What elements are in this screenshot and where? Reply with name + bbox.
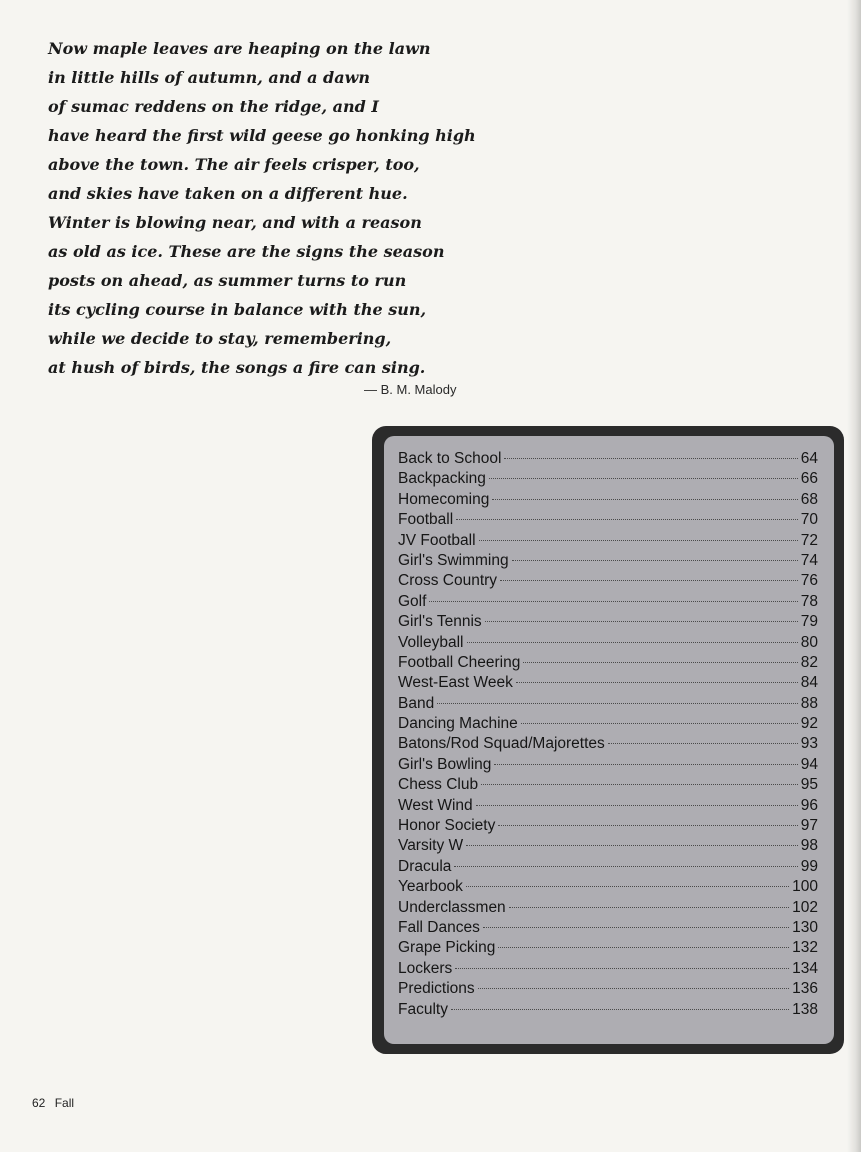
toc-dot-leader (489, 478, 798, 479)
toc-entry (398, 939, 818, 959)
poem-line: Winter is blowing near, and with a reason (48, 213, 422, 232)
toc-dot-leader (483, 927, 789, 928)
toc-entry (398, 735, 818, 755)
toc-entry-page: 79 (800, 613, 818, 631)
toc-entry-page: 93 (800, 735, 818, 753)
toc-dot-leader (485, 621, 798, 622)
toc-entry (398, 532, 818, 552)
toc-entry (398, 797, 818, 817)
toc-entry (398, 776, 818, 796)
toc-entry (398, 634, 818, 654)
toc-entry-page: 97 (800, 817, 818, 835)
toc-entry-title: Backpacking (398, 470, 486, 488)
toc-entry-title: Back to School (398, 450, 502, 467)
toc-entry (398, 715, 818, 735)
toc-entry (398, 593, 818, 613)
toc-entry-title: Dancing Machine (398, 715, 518, 733)
toc-dot-leader (437, 703, 798, 704)
toc-entry (398, 552, 818, 572)
toc-entry (398, 980, 818, 1000)
toc-dot-leader (498, 825, 797, 826)
toc-entry-page: 130 (792, 918, 818, 936)
toc-entry (398, 491, 818, 511)
toc-entry (398, 878, 818, 898)
toc-dot-leader (521, 723, 798, 724)
table-of-contents-panel (384, 436, 834, 1044)
table-of-contents-frame (372, 426, 844, 1054)
toc-entry-title: Underclassmen (398, 898, 506, 916)
poem-line: above the town. The air feels crisper, too, (48, 155, 420, 174)
toc-entry-page: 76 (800, 572, 818, 590)
toc-dot-leader (504, 458, 797, 459)
poem-line: and skies have taken on a different hue. (48, 184, 408, 203)
toc-entry-title: Football Cheering (398, 653, 521, 671)
toc-entry-title: JV Football (398, 531, 476, 549)
poem-line: of sumac reddens on the ridge, and I (48, 97, 379, 116)
toc-entry (398, 960, 818, 980)
toc-entry-title: Chess Club (398, 776, 479, 794)
poem-line: at hush of birds, the songs a fire can sing. (48, 358, 426, 377)
toc-entry-title: West Wind (398, 796, 473, 814)
toc-entry-page: 96 (800, 796, 818, 814)
toc-dot-leader (523, 662, 797, 663)
toc-entry (398, 695, 818, 715)
toc-entry-title: Volleyball (398, 633, 464, 651)
poem (48, 34, 476, 382)
toc-entry-page: 100 (792, 878, 818, 896)
toc-dot-leader (454, 866, 797, 867)
toc-entry-title: Dracula (398, 857, 452, 875)
toc-dot-leader (476, 805, 798, 806)
toc-entry-page: 94 (800, 755, 818, 773)
toc-entry-page: 78 (800, 592, 818, 610)
section-name: Fall (54, 1096, 75, 1110)
page-number: 62 (32, 1096, 46, 1110)
toc-entry (398, 837, 818, 857)
toc-entry (398, 470, 818, 490)
toc-entry-title: Honor Society (398, 817, 496, 835)
toc-dot-leader (479, 540, 798, 541)
toc-dot-leader (481, 784, 798, 785)
toc-entry (398, 572, 818, 592)
toc-dot-leader (429, 601, 797, 602)
toc-dot-leader (451, 1009, 789, 1010)
toc-dot-leader (467, 642, 798, 643)
toc-dot-leader (494, 764, 797, 765)
toc-entry-page: 74 (800, 551, 818, 569)
toc-entry-page: 80 (800, 633, 818, 651)
toc-entry-title: Girl's Swimming (398, 551, 509, 569)
toc-entry-page: 99 (800, 857, 818, 875)
toc-entry-page: 136 (792, 980, 818, 998)
table-of-contents-list (398, 450, 818, 1021)
poem-line: have heard the first wild geese go honking high (48, 126, 476, 145)
toc-entry-page: 134 (792, 959, 818, 977)
toc-dot-leader (466, 886, 789, 887)
toc-entry-title: Golf (398, 592, 427, 610)
toc-entry (398, 654, 818, 674)
toc-entry (398, 858, 818, 878)
toc-entry-page: 84 (800, 674, 818, 692)
toc-entry-title: Football (398, 511, 454, 529)
toc-dot-leader (516, 682, 798, 683)
toc-entry-title: Predictions (398, 980, 475, 998)
toc-entry-page: 92 (800, 715, 818, 733)
poem-line: Now maple leaves are heaping on the lawn (48, 39, 431, 58)
toc-entry-title: Lockers (398, 959, 453, 977)
toc-entry-title: Fall Dances (398, 918, 480, 936)
toc-entry-page: 64 (800, 450, 818, 467)
toc-entry-title: Band (398, 694, 435, 712)
toc-entry (398, 899, 818, 919)
toc-entry (398, 919, 818, 939)
toc-entry (398, 756, 818, 776)
toc-entry-page: 132 (792, 939, 818, 957)
toc-entry-title: Cross Country (398, 572, 498, 590)
toc-entry-page: 98 (800, 837, 818, 855)
toc-entry-title: Faculty (398, 1000, 448, 1018)
poem-line: as old as ice. These are the signs the season (48, 242, 445, 261)
toc-entry-title: Girl's Bowling (398, 755, 492, 773)
toc-dot-leader (466, 845, 798, 846)
page-edge-shadow (847, 0, 861, 1152)
toc-entry (398, 674, 818, 694)
toc-entry (398, 817, 818, 837)
toc-entry-page: 72 (800, 531, 818, 549)
toc-entry-title: Yearbook (398, 878, 463, 896)
toc-entry-title: Varsity W (398, 837, 464, 855)
toc-entry-title: Batons/Rod Squad/Majorettes (398, 735, 605, 753)
toc-entry-page: 88 (800, 694, 818, 712)
toc-entry (398, 450, 818, 470)
toc-entry-page: 68 (800, 490, 818, 508)
toc-entry-title: Homecoming (398, 490, 490, 508)
toc-entry (398, 1001, 818, 1021)
poem-line: posts on ahead, as summer turns to run (48, 271, 407, 290)
toc-entry-page: 66 (800, 470, 818, 488)
toc-entry-title: West-East Week (398, 674, 513, 692)
poem-line: in little hills of autumn, and a dawn (48, 68, 370, 87)
toc-dot-leader (608, 743, 798, 744)
toc-dot-leader (509, 907, 789, 908)
toc-entry-page: 70 (800, 511, 818, 529)
toc-dot-leader (478, 988, 789, 989)
page-footer (32, 1096, 74, 1110)
toc-dot-leader (456, 519, 798, 520)
toc-entry-page: 102 (792, 898, 818, 916)
poem-line: while we decide to stay, remembering, (48, 329, 392, 348)
toc-entry-page: 82 (800, 653, 818, 671)
toc-dot-leader (500, 580, 798, 581)
toc-entry-title: Grape Picking (398, 939, 496, 957)
toc-dot-leader (512, 560, 798, 561)
poem-attribution: — B. M. Malody (364, 382, 457, 397)
toc-dot-leader (455, 968, 789, 969)
toc-dot-leader (498, 947, 789, 948)
toc-entry-page: 95 (800, 776, 818, 794)
toc-entry (398, 511, 818, 531)
toc-entry-page: 138 (792, 1000, 818, 1018)
toc-entry (398, 613, 818, 633)
toc-entry-title: Girl's Tennis (398, 613, 482, 631)
toc-dot-leader (492, 499, 797, 500)
poem-line: its cycling course in balance with the sun, (48, 300, 427, 319)
